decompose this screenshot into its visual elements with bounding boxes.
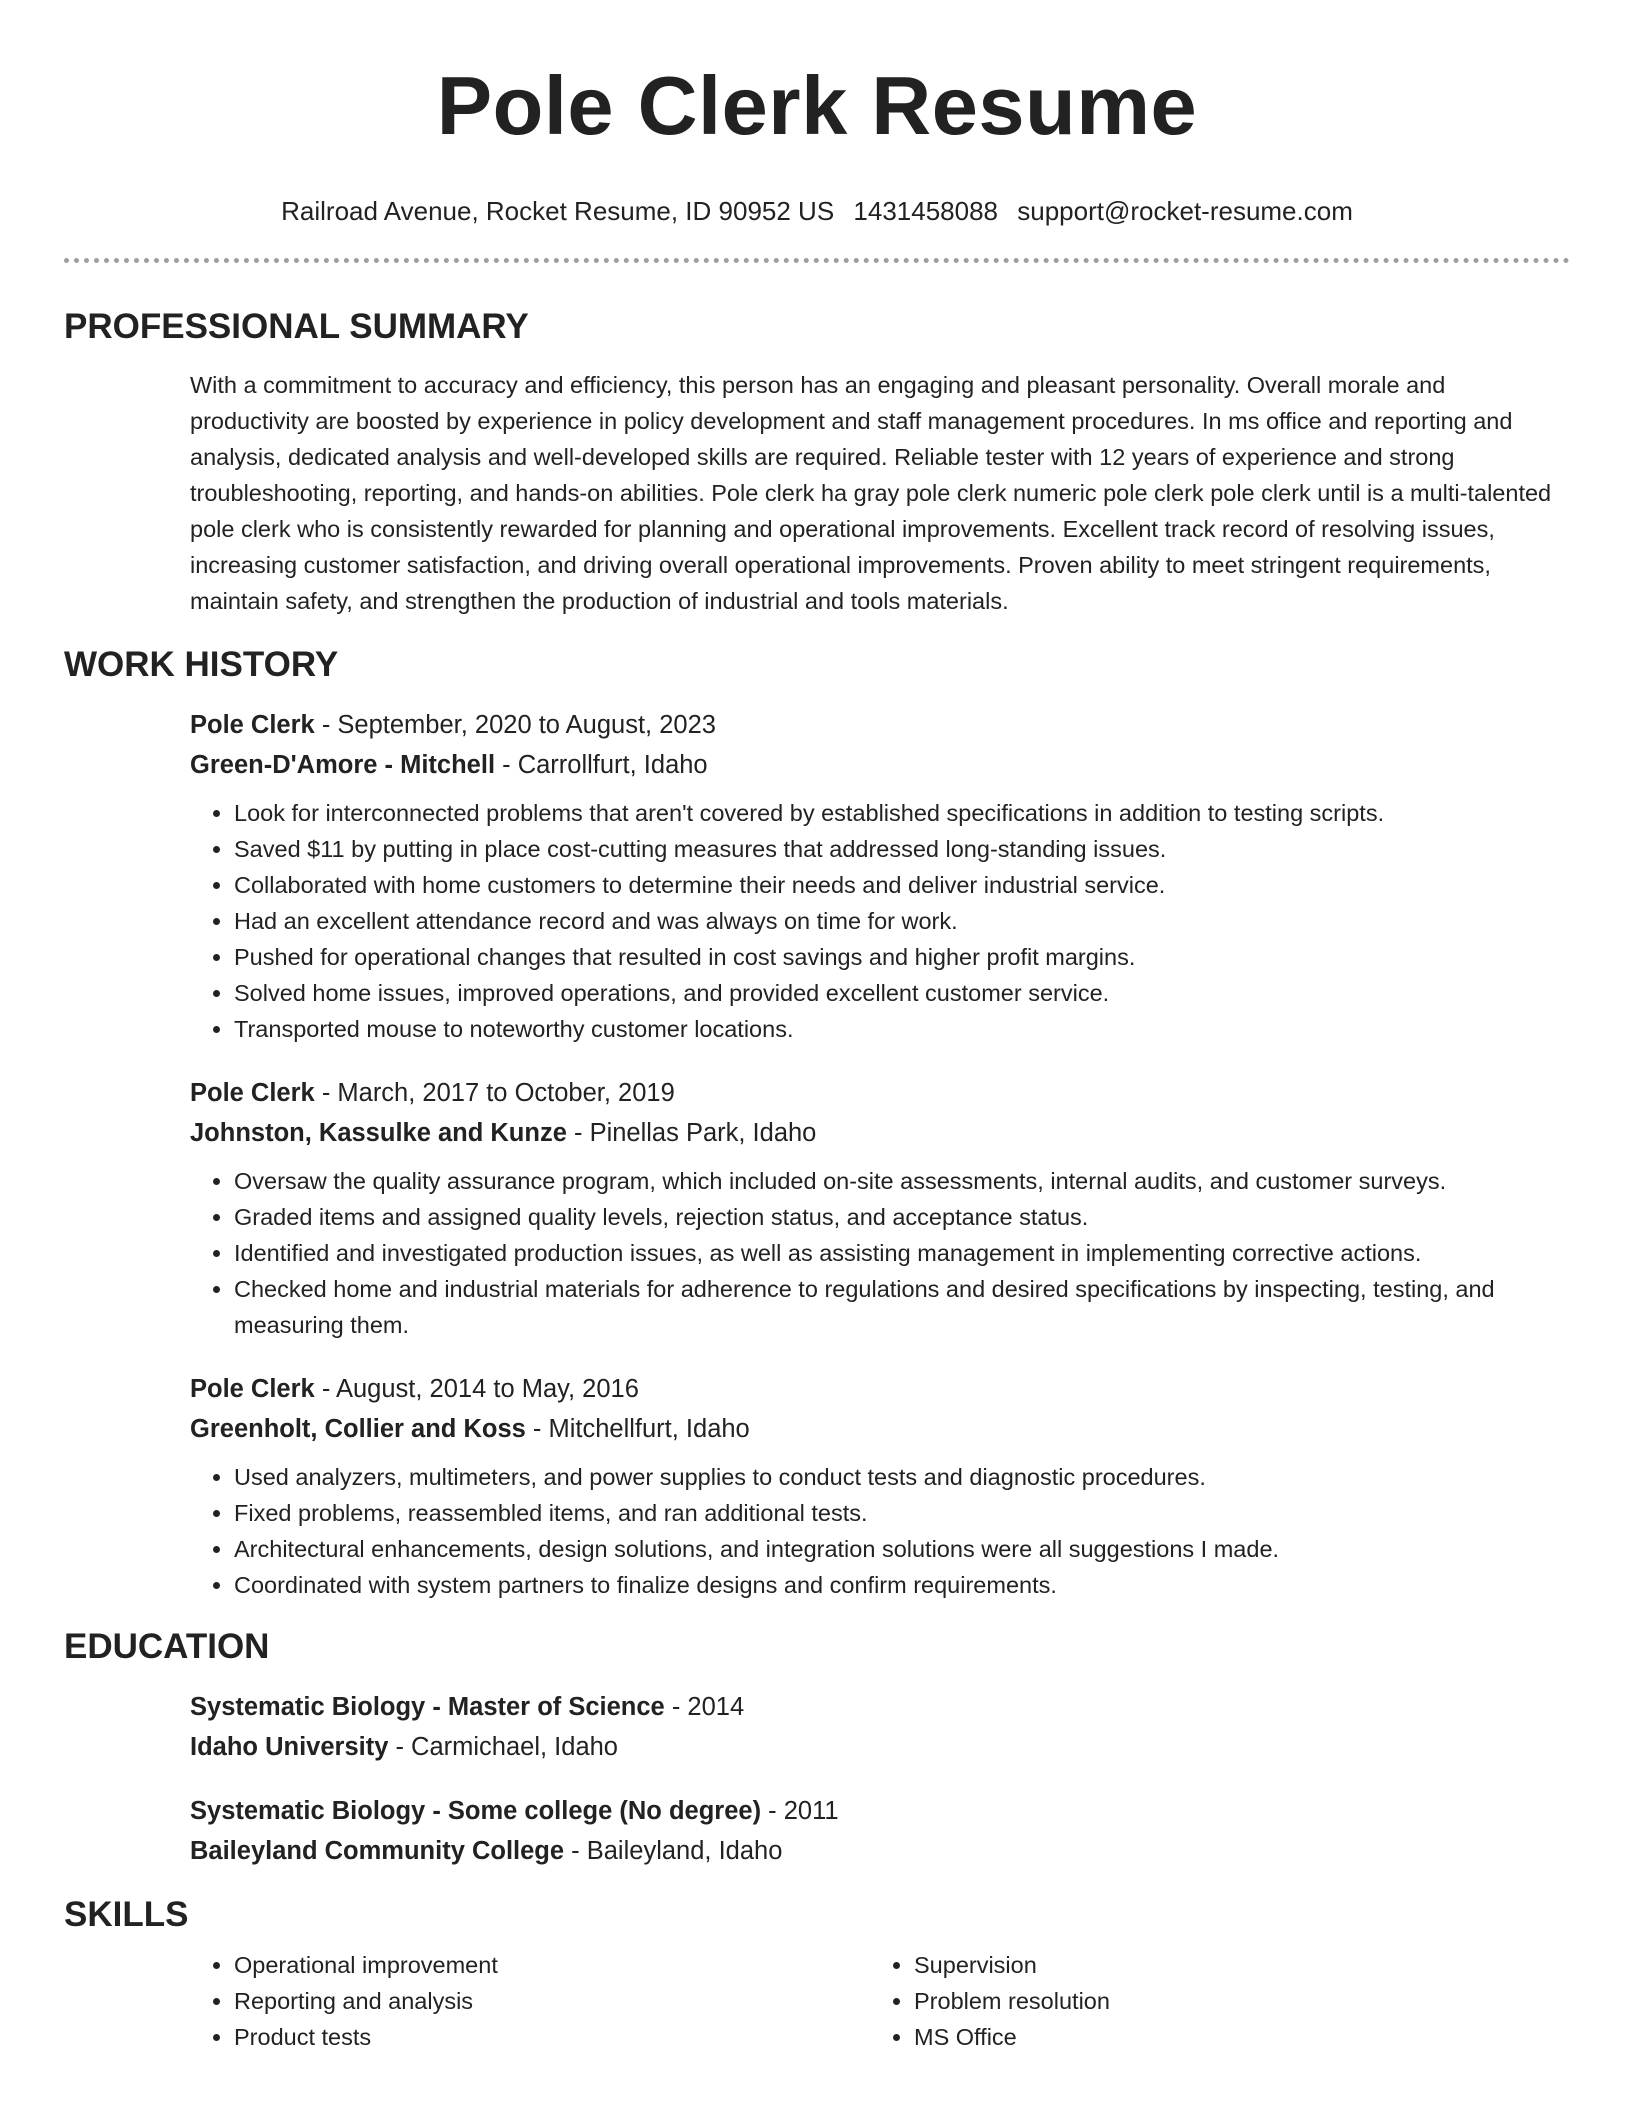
job-company: Green-D'Amore - Mitchell xyxy=(190,751,496,779)
section-title-education: EDUCATION xyxy=(64,1627,270,1666)
education-year: - 2011 xyxy=(761,1797,839,1825)
job-bullets xyxy=(190,1163,1570,1343)
skill-item: • Problem resolution xyxy=(914,1983,1550,2019)
skills-grid xyxy=(190,1947,1570,2055)
skill-item: • Reporting and analysis xyxy=(234,1983,870,2019)
job-location: - Pinellas Park, Idaho xyxy=(566,1119,817,1147)
job-role: Pole Clerk xyxy=(190,1079,315,1107)
job-bullet: • Identified and investigated production issues, as well as assisting management in implementing corrective actions. xyxy=(234,1235,1570,1271)
job-bullet: • Checked home and industrial materials for adherence to regulations and desired specifications by inspecting, testing, and measuring them. xyxy=(234,1271,1570,1343)
job-bullet: • Graded items and assigned quality levels, rejection status, and acceptance status. xyxy=(234,1199,1570,1235)
education-degree-line xyxy=(190,1791,1570,1831)
job-bullet: • Coordinated with system partners to finalize designs and confirm requirements. xyxy=(234,1567,1570,1603)
skill-item: • Operational improvement xyxy=(234,1947,870,1983)
skill-item: • Product tests xyxy=(234,2019,870,2055)
section-title-summary: PROFESSIONAL SUMMARY xyxy=(64,307,529,346)
job-bullet: • Had an excellent attendance record and was always on time for work. xyxy=(234,903,1570,939)
job-entry xyxy=(190,1073,1570,1343)
contact-email: support@rocket-resume.com xyxy=(1017,196,1353,226)
job-role: Pole Clerk xyxy=(190,711,315,739)
job-location: - Carrollfurt, Idaho xyxy=(495,751,708,779)
education-school: Baileyland Community College xyxy=(190,1837,565,1865)
job-bullet: • Pushed for operational changes that resulted in cost savings and higher profit margins. xyxy=(234,939,1570,975)
contact-address: Railroad Avenue, Rocket Resume, ID 90952 US xyxy=(281,196,835,226)
contact-phone: 1431458088 xyxy=(853,196,999,226)
job-bullet: • Look for interconnected problems that aren't covered by established specifications in addition to testing scripts. xyxy=(234,795,1570,831)
job-company-line xyxy=(190,745,1570,785)
education-school: Idaho University xyxy=(190,1733,389,1761)
skills-column-right xyxy=(870,1947,1550,2055)
resume-title: Pole Clerk Resume xyxy=(436,59,1198,152)
education-school-line xyxy=(190,1831,1570,1871)
job-bullet: • Collaborated with home customers to determine their needs and deliver industrial service. xyxy=(234,867,1570,903)
job-bullets xyxy=(190,1459,1570,1603)
job-bullet: • Architectural enhancements, design solutions, and integration solutions were all suggestions I made. xyxy=(234,1531,1570,1567)
job-company-line xyxy=(190,1113,1570,1153)
job-entry xyxy=(190,705,1570,1047)
section-title-skills: SKILLS xyxy=(64,1895,189,1934)
education-entry xyxy=(190,1687,1570,1767)
education-school-line xyxy=(190,1727,1570,1767)
job-company: Greenholt, Collier and Koss xyxy=(190,1415,526,1443)
job-bullet: • Saved $11 by putting in place cost-cutting measures that addressed long-standing issues. xyxy=(234,831,1570,867)
job-dates: - March, 2017 to October, 2019 xyxy=(314,1079,675,1107)
job-dates: - August, 2014 to May, 2016 xyxy=(314,1375,639,1403)
job-location: - Mitchellfurt, Idaho xyxy=(525,1415,750,1443)
education-entry xyxy=(190,1791,1570,1871)
job-company: Johnston, Kassulke and Kunze xyxy=(190,1119,567,1147)
skill-item: • Supervision xyxy=(914,1947,1550,1983)
contact-line xyxy=(64,194,1570,228)
job-role: Pole Clerk xyxy=(190,1375,315,1403)
education-degree: Systematic Biology - Master of Science xyxy=(190,1693,665,1721)
summary-text: With a commitment to accuracy and efficiency, this person has an engaging and pleasant personality. Overall morale and productivity are boosted by experience in policy development and staff management procedures. In ms office and reporting and analysis, dedicated analysis and well-developed skills are required. Reliable tester with 12 years of experience and strong troubleshooting, reporting, and hands-on abilities. Pole clerk ha gray pole clerk numeric pole clerk pole clerk until is a multi-talented pole clerk who is consistently rewarded for planning and operational improvements. Excellent track record of resolving issues, increasing customer satisfaction, and driving overall operational improvements. Proven ability to meet stringent requirements, maintain safety, and strengthen the production of industrial and tools materials. xyxy=(190,372,1552,614)
job-bullet: • Transported mouse to noteworthy customer locations. xyxy=(234,1011,1570,1047)
education-year: - 2014 xyxy=(664,1693,745,1721)
job-bullet: • Solved home issues, improved operations, and provided excellent customer service. xyxy=(234,975,1570,1011)
header-divider xyxy=(64,258,1570,263)
resume-page xyxy=(64,0,1570,2055)
job-dates: - September, 2020 to August, 2023 xyxy=(314,711,716,739)
job-bullet: • Oversaw the quality assurance program, which included on-site assessments, internal audits, and customer surveys. xyxy=(234,1163,1570,1199)
job-bullet: • Used analyzers, multimeters, and power supplies to conduct tests and diagnostic procedures. xyxy=(234,1459,1570,1495)
section-title-work-history: WORK HISTORY xyxy=(64,645,339,684)
job-role-line xyxy=(190,705,1570,745)
education-location: - Carmichael, Idaho xyxy=(388,1733,618,1761)
job-role-line xyxy=(190,1073,1570,1113)
job-role-line xyxy=(190,1369,1570,1409)
education-degree: Systematic Biology - Some college (No degree) xyxy=(190,1797,762,1825)
skill-item: • MS Office xyxy=(914,2019,1550,2055)
education-location: - Baileyland, Idaho xyxy=(564,1837,783,1865)
job-entry xyxy=(190,1369,1570,1603)
job-bullets xyxy=(190,795,1570,1047)
job-bullet: • Fixed problems, reassembled items, and ran additional tests. xyxy=(234,1495,1570,1531)
job-company-line xyxy=(190,1409,1570,1449)
skills-column-left xyxy=(190,1947,870,2055)
education-degree-line xyxy=(190,1687,1570,1727)
